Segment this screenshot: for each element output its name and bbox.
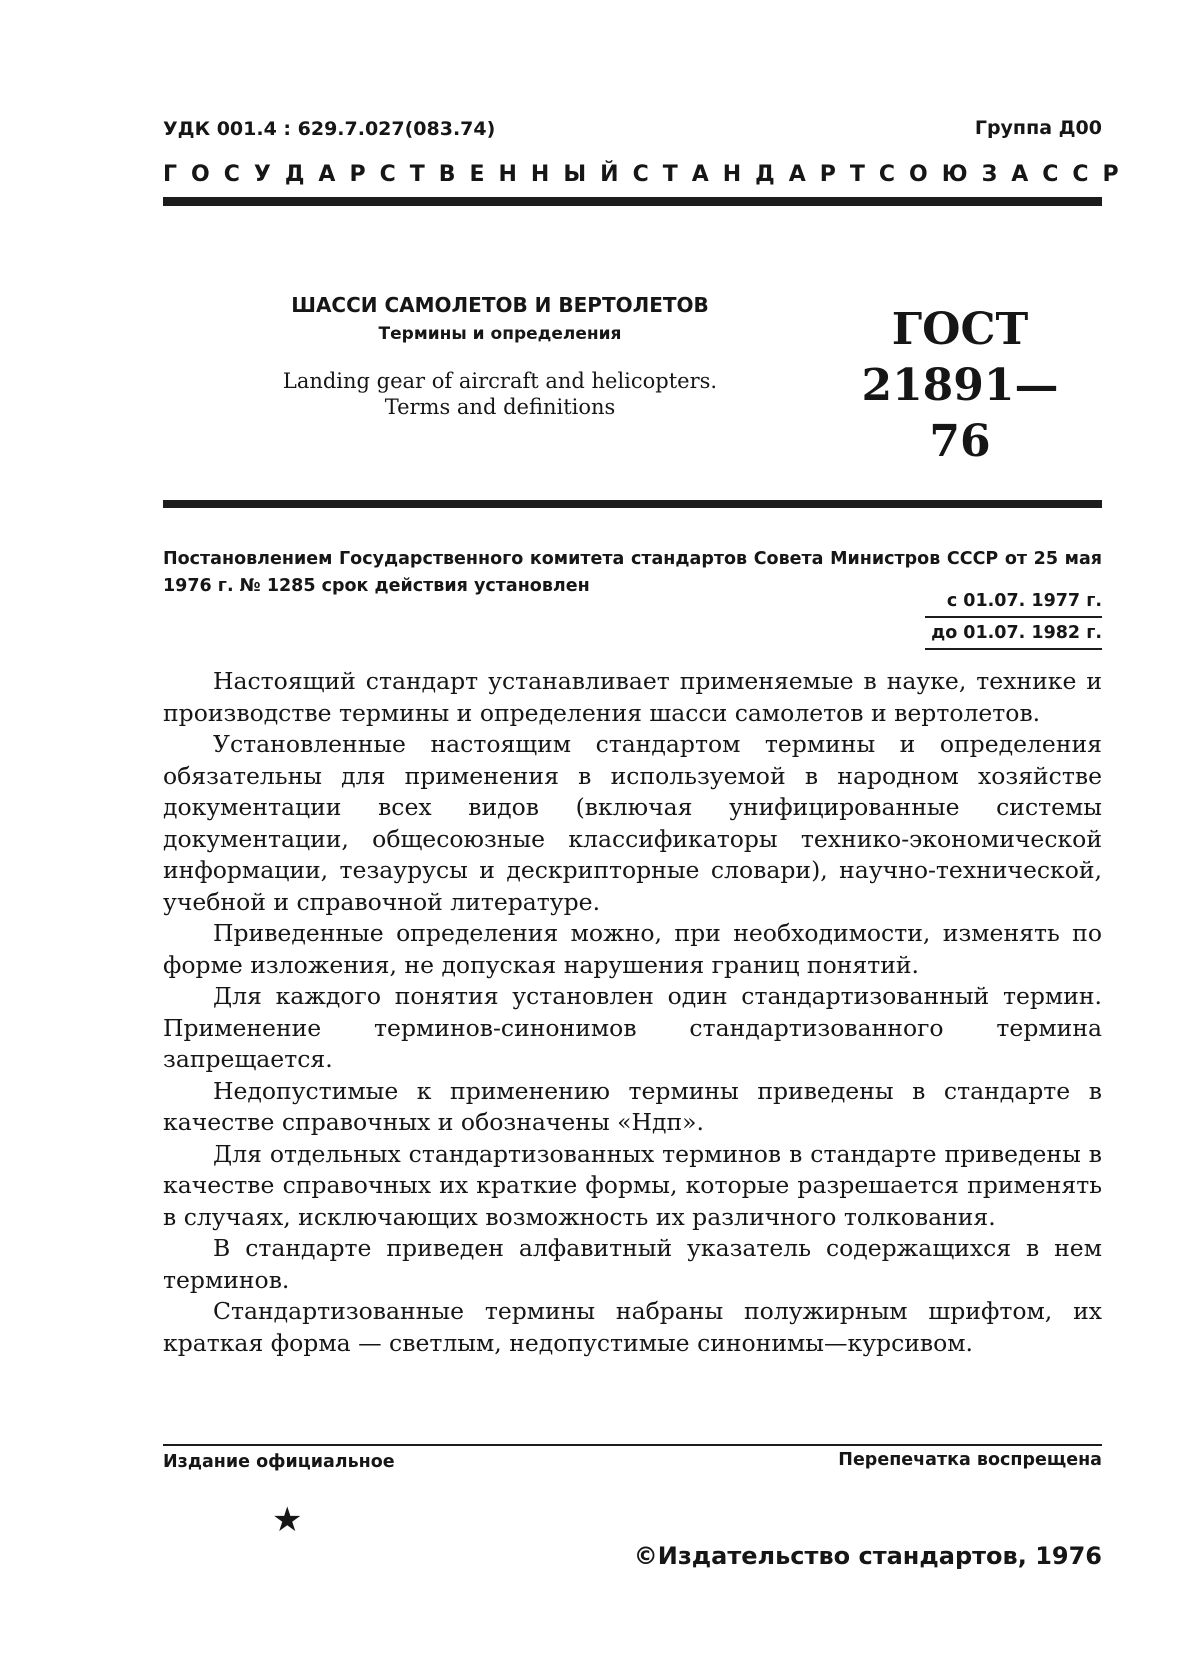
state-word: СОЮЗА xyxy=(878,162,1043,187)
subtitle-russian: Термины и определения xyxy=(378,324,622,344)
title-russian: ШАССИ САМОЛЕТОВ И ВЕРТОЛЕТОВ xyxy=(291,293,709,317)
paragraph: Стандартизованные термины набраны полужирным шрифтом, их краткая форма — светлым, недопустимые синонимы—курсивом. xyxy=(163,1297,1102,1357)
gost-label: ГОСТ xyxy=(891,304,1029,355)
star-icon: ★ xyxy=(272,1500,303,1540)
udk-code: УДК 001.4 : 629.7.027(083.74) xyxy=(163,118,496,140)
paragraph: Приведенные определения можно, при необходимости, изменять по форме изложения, не допуская нарушения границ понятий. xyxy=(163,919,1102,979)
gost-number: 21891—76 xyxy=(861,360,1059,467)
footer-rule xyxy=(163,1444,1102,1446)
validity-to: до 01.07. 1982 г. xyxy=(925,618,1102,650)
paragraph: Для отдельных стандартизованных терминов в стандарте приведены в качестве справочных их краткие формы, которые разрешается применять в случаях, исключающих возможность их различного толкования. xyxy=(163,1139,1102,1231)
state-word: СТАНДАРТ xyxy=(632,162,879,187)
reprint-prohibited-label: Перепечатка воспрещена xyxy=(838,1450,1102,1470)
title-rule xyxy=(163,500,1102,508)
paragraph: В стандарте приведен алфавитный указатель содержащихся в нем терминов. xyxy=(163,1234,1102,1294)
paragraph: Установленные настоящим стандартом термины и определения обязательны для применения в используемой в народном хозяйстве документации всех видов (включая унифицированные системы документации, общесоюзные классификаторы технико-экономической информации, тезаурусы и дескрипторные словари), научно-технической, учебной и справочной литературе. xyxy=(163,730,1102,916)
validity-period xyxy=(925,586,1102,650)
paragraph: Для каждого понятия установлен один стандартизованный термин. Применение терминов-синонимов стандартизованного термина запрещается. xyxy=(163,982,1102,1073)
title-english-line: Terms and definitions xyxy=(384,395,616,419)
state-word: ССР xyxy=(1042,162,1133,187)
title-english xyxy=(245,368,755,420)
header-rule xyxy=(163,197,1102,206)
title-english-line: Landing gear of aircraft and helicopters. xyxy=(282,369,718,393)
gost-designation xyxy=(840,302,1080,470)
introduction-text xyxy=(163,666,1102,1359)
official-edition-label: Издание официальное xyxy=(163,1452,395,1472)
state-word: ГОСУДАРСТВЕННЫЙ xyxy=(163,162,633,187)
paragraph: Недопустимые к применению термины приведены в стандарте в качестве справочных и обозначены «Ндп». xyxy=(163,1076,1102,1136)
state-standard-heading xyxy=(163,162,1133,187)
decree-body: Постановлением Государственного комитета стандартов Совета Министров СССР от 25 мая 1976 г. № 1285 срок действия установлен xyxy=(163,549,1102,596)
validity-from: с 01.07. 1977 г. xyxy=(925,586,1102,618)
paragraph: Настоящий стандарт устанавливает применяемые в науке, технике и производстве термины и определения шасси самолетов и вертолетов. xyxy=(163,667,1102,727)
group-code: Группа Д00 xyxy=(974,117,1102,139)
publisher-copyright: ©Издательство стандартов, 1976 xyxy=(633,1542,1102,1570)
